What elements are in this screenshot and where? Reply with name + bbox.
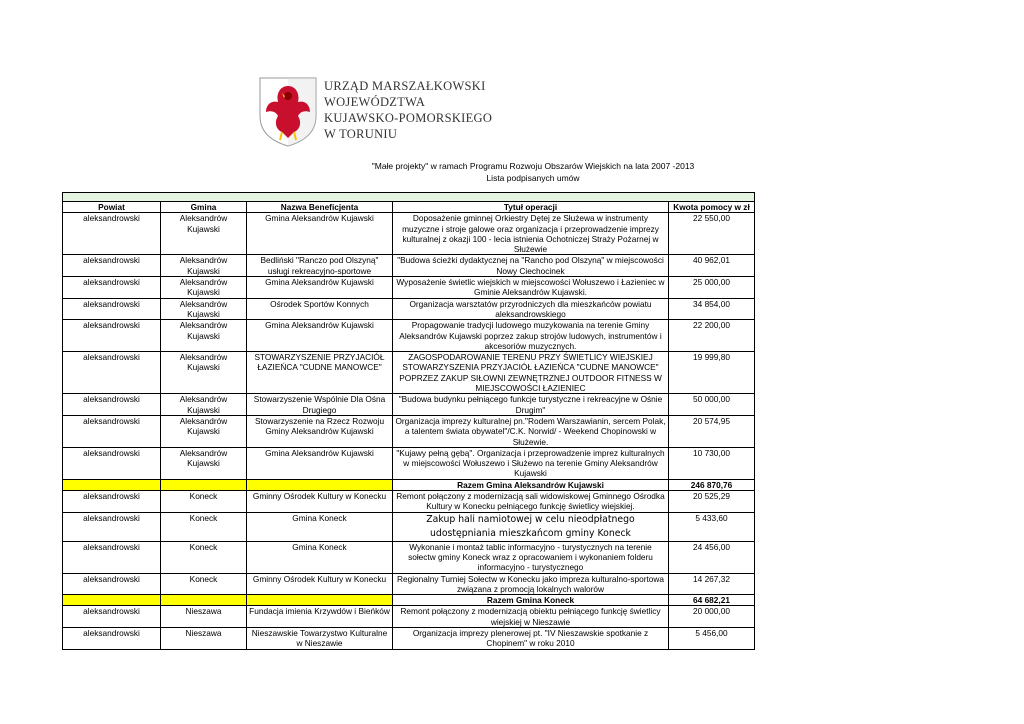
cell-beneficjent: Nieszawskie Towarzystwo Kulturalne w Nieszawie [247, 627, 393, 649]
cell-beneficjent: Gmina Aleksandrów Kujawski [247, 447, 393, 479]
cell-tytul: Regionalny Turniej Sołectw w Konecku jako impreza kulturalno-sportowa związana z promocją lokalnych walorów [393, 573, 669, 595]
cell-gmina: Aleksandrów Kujawski [161, 298, 247, 320]
office-name [324, 78, 492, 142]
office-line: W TORUNIU [324, 127, 398, 141]
column-header-beneficjent: Nazwa Beneficjenta [247, 202, 393, 213]
cell-kwota: 20 525,29 [669, 491, 755, 513]
cell-beneficjent: Fundacja imienia Krzywdów i Bieńków [247, 606, 393, 628]
table-row [63, 213, 755, 255]
cell-tytul: Doposażenie gminnej Orkiestry Dętej ze Służewa w instrumenty muzyczne i stroje galowe oraz organizacja i przeprowadzenie imprezy kulturalnej z okazji 100 - lecia istnienia Ochotniczej Straży Pożarnej w Służewie [393, 213, 669, 255]
cell-gmina: Aleksandrów Kujawski [161, 352, 247, 394]
subtotal-row [63, 595, 755, 606]
cell-gmina: Nieszawa [161, 627, 247, 649]
table-body [63, 213, 755, 649]
cell-kwota: 34 854,00 [669, 298, 755, 320]
table-row [63, 298, 755, 320]
cell-gmina: Aleksandrów Kujawski [161, 447, 247, 479]
cell-gmina: Koneck [161, 541, 247, 573]
table-row [63, 573, 755, 595]
document-title [0, 160, 1024, 184]
cell-tytul: "Budowa budynku pełniącego funkcje turystyczne i rekreacyjne w Ośnie Drugim" [393, 394, 669, 416]
subtotal-label: Razem Gmina Koneck [393, 595, 669, 606]
cell-powiat: aleksandrowski [63, 627, 161, 649]
cell-beneficjent: Gmina Koneck [247, 541, 393, 573]
cell-powiat: aleksandrowski [63, 541, 161, 573]
table-row [63, 255, 755, 277]
cell-kwota: 50 000,00 [669, 394, 755, 416]
cell-powiat: aleksandrowski [63, 298, 161, 320]
table-row [63, 352, 755, 394]
cell-beneficjent: Gmina Aleksandrów Kujawski [247, 213, 393, 255]
list-title: Lista podpisanych umów [486, 173, 580, 183]
cell-powiat: aleksandrowski [63, 512, 161, 541]
cell-tytul: Propagowanie tradycji ludowego muzykowania na terenie Gminy Aleksandrów Kujawski poprzez zakup strojów ludowych, instrumentów i akcesoriów muzycznych. [393, 320, 669, 352]
column-header-gmina: Gmina [161, 202, 247, 213]
cell-gmina: Aleksandrów Kujawski [161, 320, 247, 352]
cell-kwota: 20 000,00 [669, 606, 755, 628]
table-row [63, 606, 755, 628]
cell-kwota: 22 200,00 [669, 320, 755, 352]
subtotal-amount: 246 870,76 [669, 479, 755, 490]
table-row [63, 447, 755, 479]
table-row [63, 277, 755, 299]
cell-gmina: Koneck [161, 573, 247, 595]
cell-powiat: aleksandrowski [63, 447, 161, 479]
table-row [63, 320, 755, 352]
cell-gmina: Aleksandrów Kujawski [161, 415, 247, 447]
cell-gmina: Aleksandrów Kujawski [161, 277, 247, 299]
cell-powiat: aleksandrowski [63, 320, 161, 352]
cell-tytul: Organizacja warsztatów przyrodniczych dla mieszkańców powiatu aleksandrowskiego [393, 298, 669, 320]
cell-kwota: 40 962,01 [669, 255, 755, 277]
table-header-row [63, 202, 755, 213]
cell-tytul: "Kujawy pełną gębą". Organizacja i przeprowadzenie imprez kulturalnych w miejscowości Wołuszewo i Służewo na terenie Gminy Aleksandrów Kujawski [393, 447, 669, 479]
cell-gmina: Koneck [161, 512, 247, 541]
cell-powiat: aleksandrowski [63, 277, 161, 299]
cell-powiat: aleksandrowski [63, 352, 161, 394]
subtotal-empty-cell [63, 479, 161, 490]
cell-gmina: Koneck [161, 491, 247, 513]
table-row [63, 541, 755, 573]
cell-powiat: aleksandrowski [63, 491, 161, 513]
cell-tytul: Wyposażenie świetlic wiejskich w miejscowości Wołuszewo i Łazieniec w Gminie Aleksandrów Kujawski. [393, 277, 669, 299]
table-row [63, 415, 755, 447]
cell-beneficjent: Gmina Koneck [247, 512, 393, 541]
cell-kwota: 5 456,00 [669, 627, 755, 649]
contracts-table [62, 192, 755, 650]
cell-gmina: Aleksandrów Kujawski [161, 255, 247, 277]
cell-beneficjent: Gminny Ośrodek Kultury w Konecku [247, 491, 393, 513]
cell-powiat: aleksandrowski [63, 394, 161, 416]
subtotal-label: Razem Gmina Aleksandrów Kujawski [393, 479, 669, 490]
cell-kwota: 10 730,00 [669, 447, 755, 479]
cell-gmina: Nieszawa [161, 606, 247, 628]
cell-tytul: Zakup hali namiotowej w celu nieodpłatnego udostępniania mieszkańcom gminy Koneck [393, 512, 669, 541]
green-band-cell [63, 193, 755, 202]
cell-kwota: 20 574,95 [669, 415, 755, 447]
cell-kwota: 14 267,32 [669, 573, 755, 595]
cell-tytul: Remont połączony z modernizacją sali widowiskowej Gminnego Ośrodka Kultury w Konecku pełniącego funkcję świetlicy wiejskiej. [393, 491, 669, 513]
subtotal-empty-cell [247, 595, 393, 606]
cell-powiat: aleksandrowski [63, 415, 161, 447]
subtotal-empty-cell [161, 479, 247, 490]
cell-beneficjent: STOWARZYSZENIE PRZYJACIÓŁ ŁAZIEŃCA "CUDNE MANOWCE" [247, 352, 393, 394]
cell-powiat: aleksandrowski [63, 606, 161, 628]
cell-kwota: 19 999,80 [669, 352, 755, 394]
cell-powiat: aleksandrowski [63, 573, 161, 595]
cell-gmina: Aleksandrów Kujawski [161, 394, 247, 416]
office-line: KUJAWSKO-POMORSKIEGO [324, 111, 493, 125]
table-row [63, 512, 755, 541]
table-row [63, 491, 755, 513]
table-green-band [63, 193, 755, 202]
column-header-tytul: Tytuł operacji [393, 202, 669, 213]
cell-kwota: 22 550,00 [669, 213, 755, 255]
subtotal-empty-cell [247, 479, 393, 490]
cell-beneficjent: Gmina Aleksandrów Kujawski [247, 277, 393, 299]
office-line: URZĄD MARSZAŁKOWSKI [324, 79, 486, 93]
subtotal-amount: 64 682,21 [669, 595, 755, 606]
cell-tytul: "Budowa ścieżki dydaktycznej na "Rancho pod Olszyną" w miejscowości Nowy Ciechocinek [393, 255, 669, 277]
table-row [63, 394, 755, 416]
subtotal-empty-cell [161, 595, 247, 606]
cell-beneficjent: Bedliński "Ranczo pod Olszyną" usługi rekreacyjno-sportowe [247, 255, 393, 277]
cell-tytul: Organizacja imprezy kulturalnej pn."Rodem Warszawianin, sercem Polak, a talentem świata obywatel"/C.K. Norwid/ - Weekend Chopinowski w Służewie. [393, 415, 669, 447]
coat-of-arms-icon [258, 76, 318, 148]
cell-beneficjent: Gminny Ośrodek Kultury w Konecku [247, 573, 393, 595]
cell-tytul: Wykonanie i montaż tablic informacyjno - turystycznych na terenie sołectw gminy Koneck wraz z opracowaniem i wykonaniem folderu informacyjno - turystycznego [393, 541, 669, 573]
cell-beneficjent: Gmina Aleksandrów Kujawski [247, 320, 393, 352]
cell-kwota: 25 000,00 [669, 277, 755, 299]
letterhead [258, 76, 518, 152]
program-title: "Małe projekty" w ramach Programu Rozwoju Obszarów Wiejskich na lata 2007 -2013 [371, 161, 695, 171]
cell-beneficjent: Stowarzyszenie Wspólnie Dla Ośna Drugiego [247, 394, 393, 416]
table-row [63, 627, 755, 649]
cell-tytul: Organizacja imprezy plenerowej pt. "IV Nieszawskie spotkanie z Chopinem" w roku 2010 [393, 627, 669, 649]
subtotal-row [63, 479, 755, 490]
column-header-kwota: Kwota pomocy w zł [669, 202, 755, 213]
cell-kwota: 24 456,00 [669, 541, 755, 573]
office-line: WOJEWÓDZTWA [324, 95, 426, 109]
cell-tytul: ZAGOSPODAROWANIE TERENU PRZY ŚWIETLICY WIEJSKIEJ STOWARZYSZENIA PRZYJACIÓŁ ŁAZIEŃCA "CUDNE MANOWCE" POPRZEZ ZAKUP SIŁOWNI ZEWNĘTRZNEJ OUTDOOR FITNESS W MIEJSCOWOŚCI ŁAZIENIEC [393, 352, 669, 394]
column-header-powiat: Powiat [63, 202, 161, 213]
cell-beneficjent: Ośrodek Sportów Konnych [247, 298, 393, 320]
cell-gmina: Aleksandrów Kujawski [161, 213, 247, 255]
subtotal-empty-cell [63, 595, 161, 606]
cell-beneficjent: Stowarzyszenie na Rzecz Rozwoju Gminy Aleksandrów Kujawski [247, 415, 393, 447]
cell-powiat: aleksandrowski [63, 255, 161, 277]
cell-tytul: Remont połączony z modernizacją obiektu pełniącego funkcję świetlicy wiejskiej w Nieszawie [393, 606, 669, 628]
cell-powiat: aleksandrowski [63, 213, 161, 255]
cell-kwota: 5 433,60 [669, 512, 755, 541]
